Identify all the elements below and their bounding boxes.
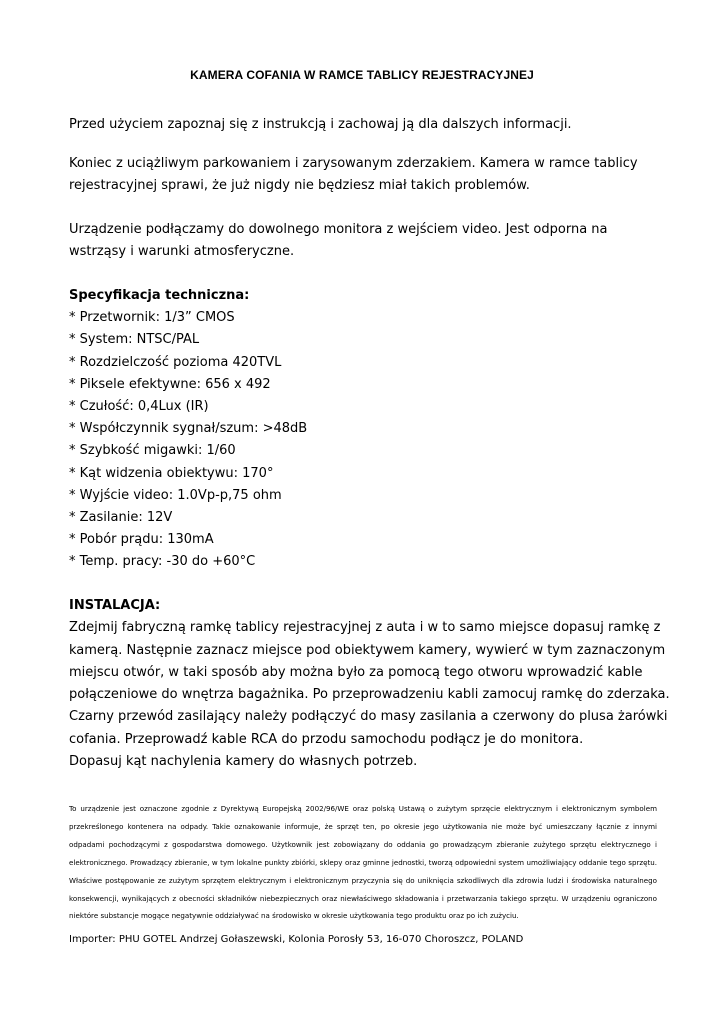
- spec-item: * Pobór prądu: 130mA: [69, 532, 214, 548]
- spec-item: * Współczynnik sygnał/szum: >48dB: [69, 421, 308, 437]
- spec-item: * Wyjście video: 1.0Vp-p,75 ohm: [69, 487, 282, 503]
- weee-disposal-note: To urządzenie jest oznaczone zgodnie z Dyrektywą Europejską 2002/96/WE oraz polską Ustawą o zużytym sprzęcie elektrycznym i elektronicznym symbolem przekreślonego kontenera na odpady. Takie oznakowanie informuje, że sprzęt ten, po okresie jego użytkowania nie może być umieszczany łącznie z innymi odpadami pochodzącymi z gospodarstwa domowego. Użytkownik jest zobowiązany do oddania go prowadzącym zbieranie zużytego sprzętu elektrycznego i elektronicznego. Prowadzący zbieranie, w tym lokalne punkty zbiórki, sklepy oraz gminne jednostki, tworzą odpowiedni system umożliwiający oddanie tego sprzętu. Właściwe postępowanie ze zużytym sprzętem elektrycznym i elektronicznym przyczynia się do uniknięcia szkodliwych dla zdrowia ludzi i środowiska naturalnego konsekwencji, wynikających z obecności składników niebezpiecznych oraz niewłaściwego składowania i przetwarzania takiego sprzętu. W urządzeniu ograniczono niektóre substancje mogące negatywnie oddziaływać na środowisko w okresie użytkowania tego produktu oraz po ich zużyciu.: [69, 804, 657, 921]
- page-title: KAMERA COFANIA W RAMCE TABLICY REJESTRACYJNEJ: [190, 68, 534, 82]
- installation-line: cofania. Przeprowadź kable RCA do przodu samochodu podłącz je do monitora.: [69, 731, 584, 747]
- spec-item: * Rozdzielczość pozioma 420TVL: [69, 354, 282, 370]
- spec-item: * Szybkość migawki: 1/60: [69, 443, 236, 459]
- spec-item: * Przetwornik: 1/3” CMOS: [69, 310, 235, 326]
- installation-line: Czarny przewód zasilający należy podłączyć do masy zasilania a czerwony do plusa żarówki: [69, 709, 668, 725]
- spec-item: * Zasilanie: 12V: [69, 510, 173, 526]
- spec-heading: Specyfikacja techniczna:: [69, 288, 250, 303]
- installation-section: [69, 595, 670, 773]
- spec-section: [69, 285, 654, 574]
- importer-info: Importer: PHU GOTEL Andrzej Gołaszewski, Kolonia Porosły 53, 16-070 Choroszcz, POLAND: [69, 934, 524, 945]
- installation-line: połączeniowe do wnętrza bagażnika. Po przeprowadzeniu kabli zamocuj ramkę do zderzaka.: [69, 687, 670, 703]
- installation-line: Zdejmij fabryczną ramkę tablicy rejestracyjnej z auta i w to samo miejsce dopasuj ramkę z: [69, 620, 661, 636]
- description-paragraph: Koniec z uciążliwym parkowaniem i zarysowanym zderzakiem. Kamera w ramce tablicy rejestracyjnej sprawi, że już nigdy nie będziesz miał takich problemów.: [69, 156, 638, 194]
- spec-item: * Czułość: 0,4Lux (IR): [69, 399, 209, 415]
- intro-paragraph: Przed użyciem zapoznaj się z instrukcją i zachowaj ją dla dalszych informacji.: [69, 117, 572, 132]
- spec-item: * Temp. pracy: -30 do +60°C: [69, 554, 256, 570]
- connection-paragraph: Urządzenie podłączamy do dowolnego monitora z wejściem video. Jest odporna na wstrząsy i warunki atmosferyczne.: [69, 222, 608, 260]
- spec-item: * Kąt widzenia obiektywu: 170°: [69, 465, 274, 481]
- spec-item: * System: NTSC/PAL: [69, 332, 200, 348]
- installation-line: Dopasuj kąt nachylenia kamery do własnych potrzeb.: [69, 754, 418, 770]
- spec-item: * Piksele efektywne: 656 x 492: [69, 376, 271, 392]
- installation-line: miejscu otwór, w taki sposób aby można było za pomocą tego otworu wprowadzić kable: [69, 664, 643, 680]
- installation-heading: INSTALACJA:: [69, 598, 161, 613]
- installation-line: kamerą. Następnie zaznacz miejsce pod obiektywem kamery, wywierć w tym zaznaczonym: [69, 642, 666, 658]
